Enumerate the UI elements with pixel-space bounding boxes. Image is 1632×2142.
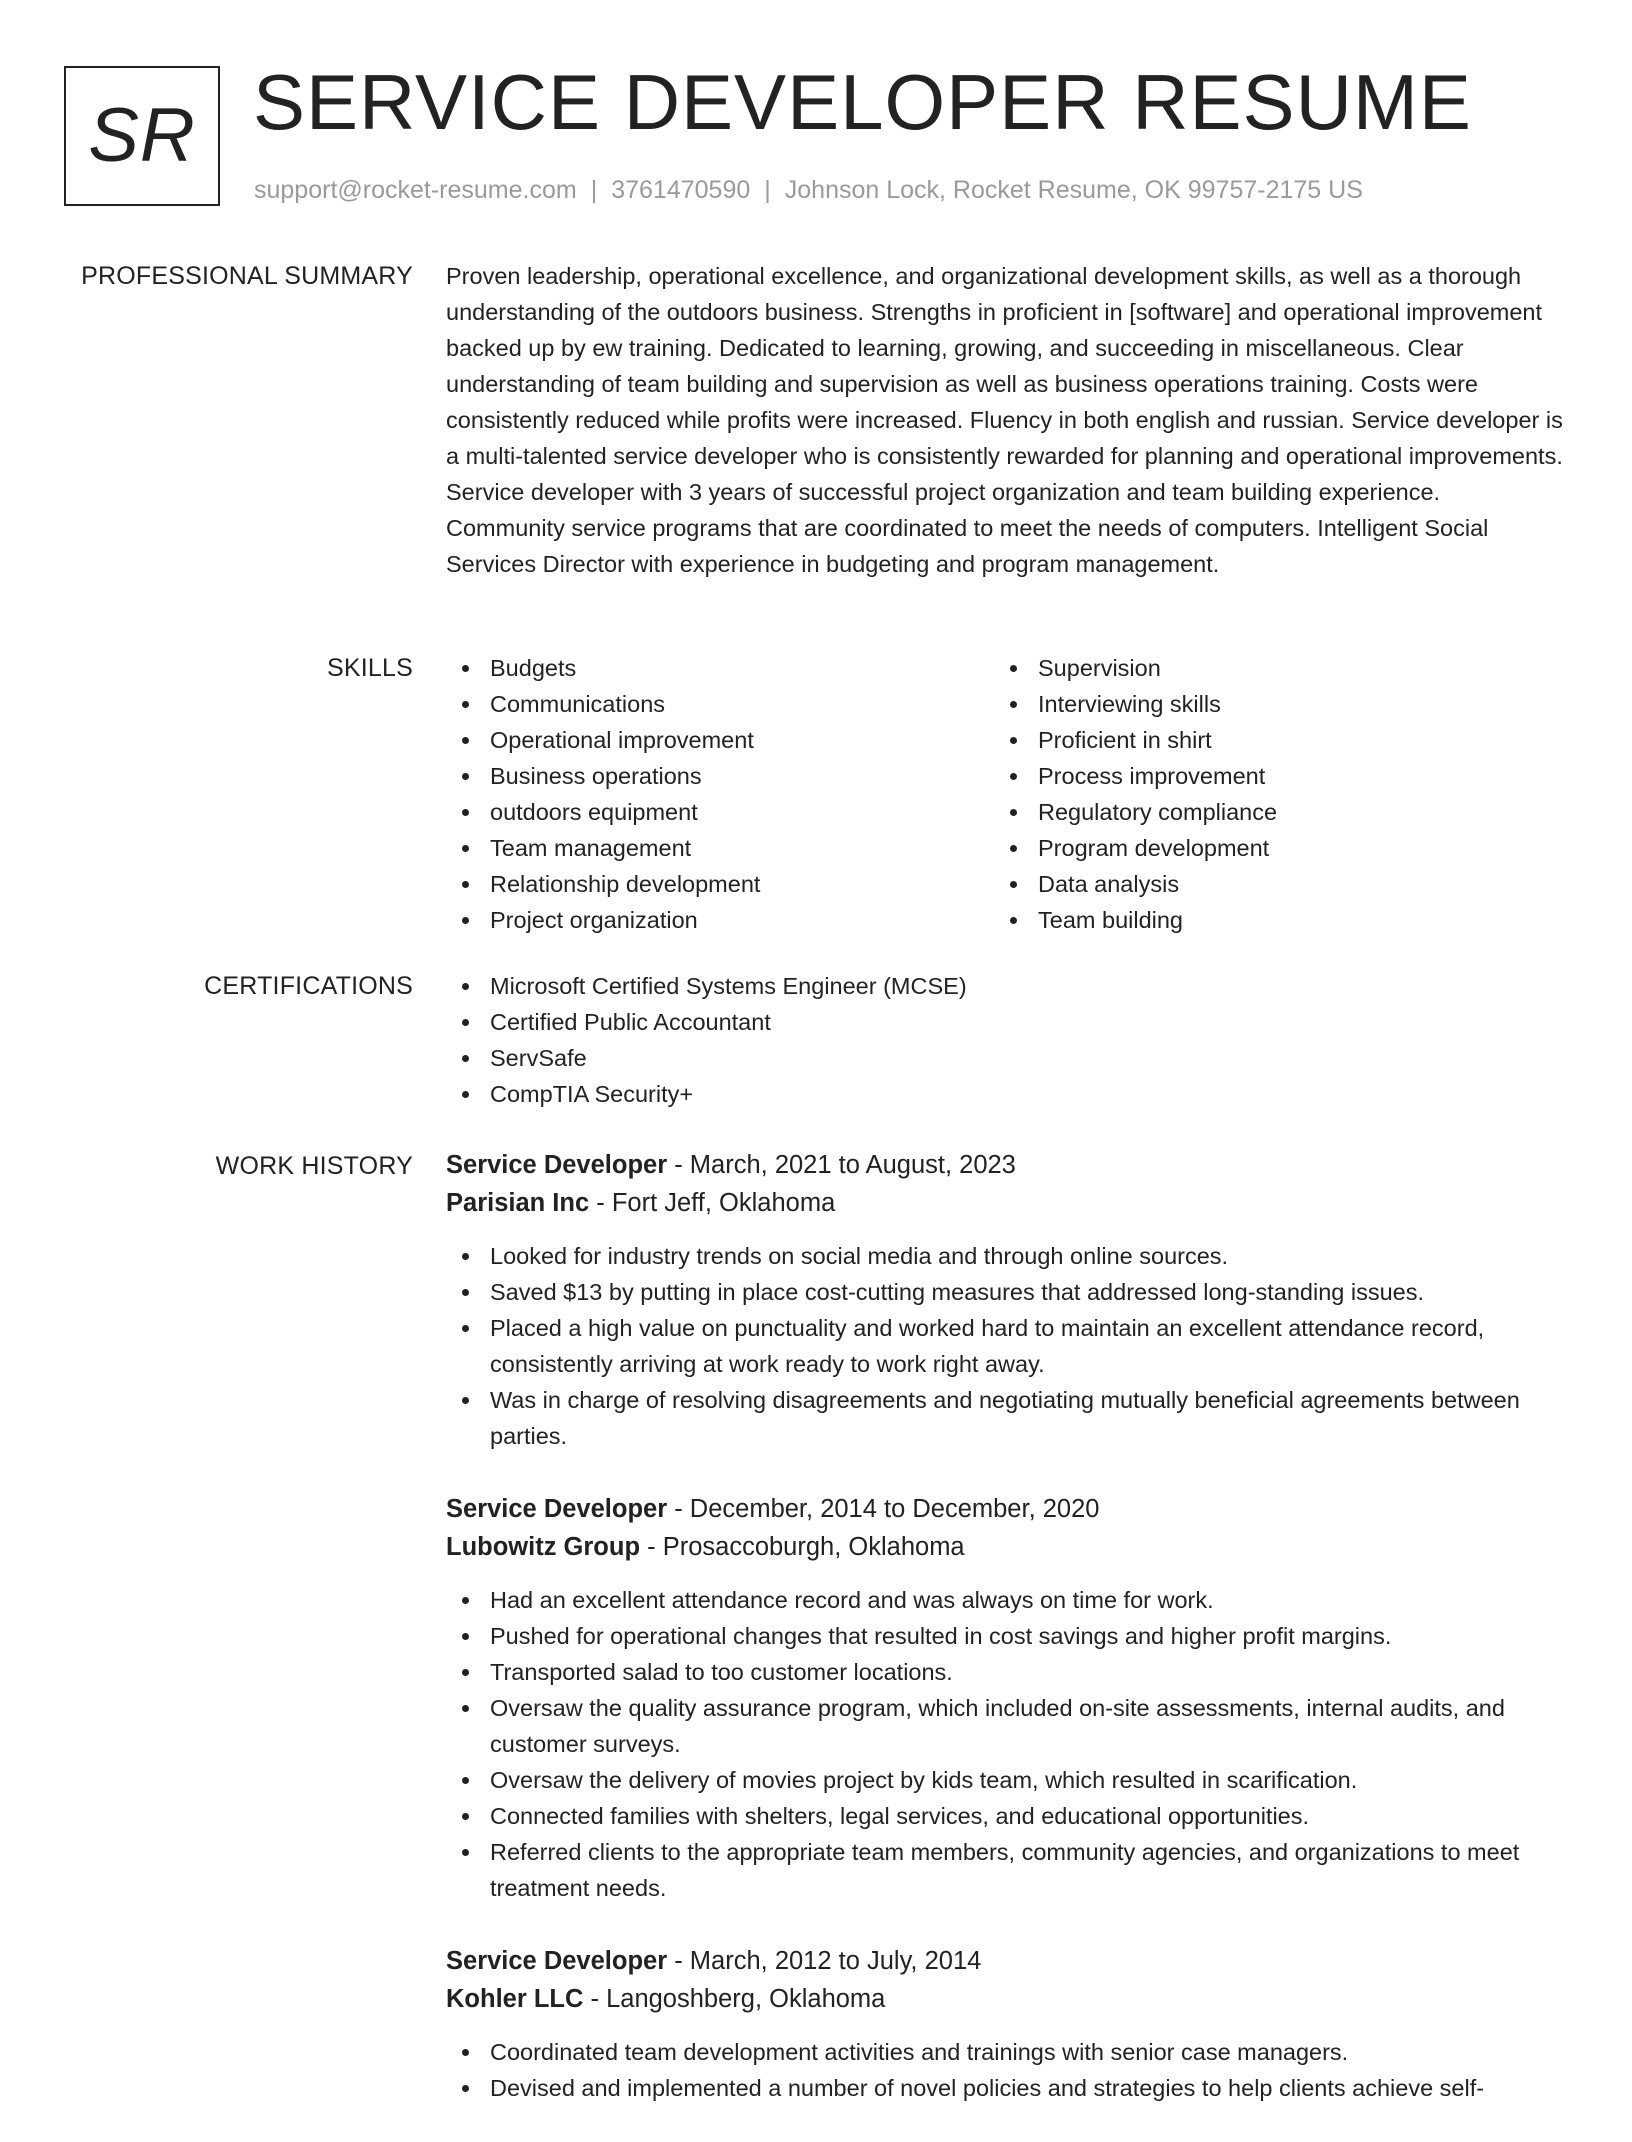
job-title-line	[446, 1942, 1564, 1980]
skill-item: Relationship development	[446, 866, 994, 902]
job-duty: Devised and implemented a number of novel policies and strategies to help clients achieve self-	[446, 2070, 1564, 2106]
skills-section	[446, 650, 1564, 938]
monogram-logo	[64, 66, 220, 206]
skill-item: Project organization	[446, 902, 994, 938]
job-company: Kohler LLC	[446, 1985, 584, 2013]
certifications-section	[446, 968, 1564, 1112]
skill-item: Supervision	[994, 650, 1542, 686]
skills-list-left	[446, 650, 994, 938]
job-duty: Pushed for operational changes that resulted in cost savings and higher profit margins.	[446, 1618, 1564, 1654]
job-duties-list	[446, 1238, 1564, 1454]
certifications-list	[446, 968, 1564, 1112]
skill-item: Team building	[994, 902, 1542, 938]
skills-columns	[446, 650, 1564, 938]
skill-item: Proficient in shirt	[994, 722, 1542, 758]
skill-item: Regulatory compliance	[994, 794, 1542, 830]
job-duty: Coordinated team development activities and trainings with senior case managers.	[446, 2034, 1564, 2070]
job-title: Service Developer	[446, 1495, 668, 1523]
contact-line	[254, 174, 1363, 206]
job-entry	[446, 1146, 1564, 1454]
job-location: - Langoshberg, Oklahoma	[583, 1985, 886, 2013]
job-duty: Had an excellent attendance record and was always on time for work.	[446, 1582, 1564, 1618]
job-company-line	[446, 1184, 1564, 1222]
job-title: Service Developer	[446, 1151, 668, 1179]
skill-item: Program development	[994, 830, 1542, 866]
certification-item: Microsoft Certified Systems Engineer (MCSE)	[446, 968, 1564, 1004]
job-duty: Referred clients to the appropriate team members, community agencies, and organizations to meet treatment needs.	[446, 1834, 1564, 1906]
job-duty: Placed a high value on punctuality and worked hard to maintain an excellent attendance record, consistently arriving at work ready to work right away.	[446, 1310, 1564, 1382]
job-dates: - December, 2014 to December, 2020	[667, 1495, 1100, 1523]
job-duty: Was in charge of resolving disagreements and negotiating mutually beneficial agreements between parties.	[446, 1382, 1564, 1454]
job-duty: Looked for industry trends on social media and through online sources.	[446, 1238, 1564, 1274]
summary-section	[446, 258, 1564, 582]
skill-item: Communications	[446, 686, 994, 722]
job-title-line	[446, 1146, 1564, 1184]
skill-item: Team management	[446, 830, 994, 866]
skill-item: outdoors equipment	[446, 794, 994, 830]
skills-heading: SKILLS	[327, 654, 413, 682]
job-location: - Prosaccoburgh, Oklahoma	[640, 1533, 965, 1561]
skill-item: Business operations	[446, 758, 994, 794]
contact-separator: |	[590, 176, 598, 204]
monogram-initials: SR	[88, 93, 196, 178]
job-duty: Oversaw the quality assurance program, which included on-site assessments, internal audits, and customer surveys.	[446, 1690, 1564, 1762]
certification-item: ServSafe	[446, 1040, 1564, 1076]
work-history-section	[446, 1146, 1564, 2142]
certifications-heading: CERTIFICATIONS	[204, 972, 413, 1000]
contact-phone[interactable]: 3761470590	[611, 176, 751, 204]
job-company: Parisian Inc	[446, 1189, 590, 1217]
job-company: Lubowitz Group	[446, 1533, 641, 1561]
job-company-line	[446, 1980, 1564, 2018]
job-entry	[446, 1490, 1564, 1906]
job-company-line	[446, 1528, 1564, 1566]
skill-item: Data analysis	[994, 866, 1542, 902]
job-duty: Saved $13 by putting in place cost-cutting measures that addressed long-standing issues.	[446, 1274, 1564, 1310]
job-title: Service Developer	[446, 1947, 668, 1975]
contact-address: Johnson Lock, Rocket Resume, OK 99757-2175 US	[784, 176, 1363, 204]
certification-item: CompTIA Security+	[446, 1076, 1564, 1112]
job-location: - Fort Jeff, Oklahoma	[589, 1189, 836, 1217]
job-dates: - March, 2021 to August, 2023	[667, 1151, 1016, 1179]
skill-item: Budgets	[446, 650, 994, 686]
skills-list-right	[994, 650, 1542, 938]
resume-title: SERVICE DEVELOPER RESUME	[253, 58, 1472, 146]
job-duty: Connected families with shelters, legal services, and educational opportunities.	[446, 1798, 1564, 1834]
job-dates: - March, 2012 to July, 2014	[667, 1947, 982, 1975]
contact-email[interactable]: support@rocket-resume.com	[254, 176, 577, 204]
skill-item: Operational improvement	[446, 722, 994, 758]
skill-item: Interviewing skills	[994, 686, 1542, 722]
summary-text: Proven leadership, operational excellence, and organizational development skills, as well as a thorough understanding of the outdoors business. Strengths in proficient in [software] and operational improvement backed up by ew training. Dedicated to learning, growing, and succeeding in miscellaneous. Clear understanding of team building and supervision as well as business operations training. Costs were consistently reduced while profits were increased. Fluency in both english and russian. Service developer is a multi-talented service developer who is consistently rewarded for planning and operational improvements. Service developer with 3 years of successful project organization and team building experience. Community service programs that are coordinated to meet the needs of computers. Intelligent Social Services Director with experience in budgeting and program management.	[446, 263, 1563, 577]
job-duty: Transported salad to too customer locations.	[446, 1654, 1564, 1690]
job-duty: Oversaw the delivery of movies project by kids team, which resulted in scarification.	[446, 1762, 1564, 1798]
job-duties-list	[446, 1582, 1564, 1906]
certification-item: Certified Public Accountant	[446, 1004, 1564, 1040]
job-duties-list	[446, 2034, 1564, 2106]
job-entry	[446, 1942, 1564, 2106]
job-title-line	[446, 1490, 1564, 1528]
summary-heading: PROFESSIONAL SUMMARY	[81, 262, 413, 290]
skill-item: Process improvement	[994, 758, 1542, 794]
work-history-heading: WORK HISTORY	[215, 1152, 413, 1180]
contact-separator: |	[764, 176, 771, 204]
